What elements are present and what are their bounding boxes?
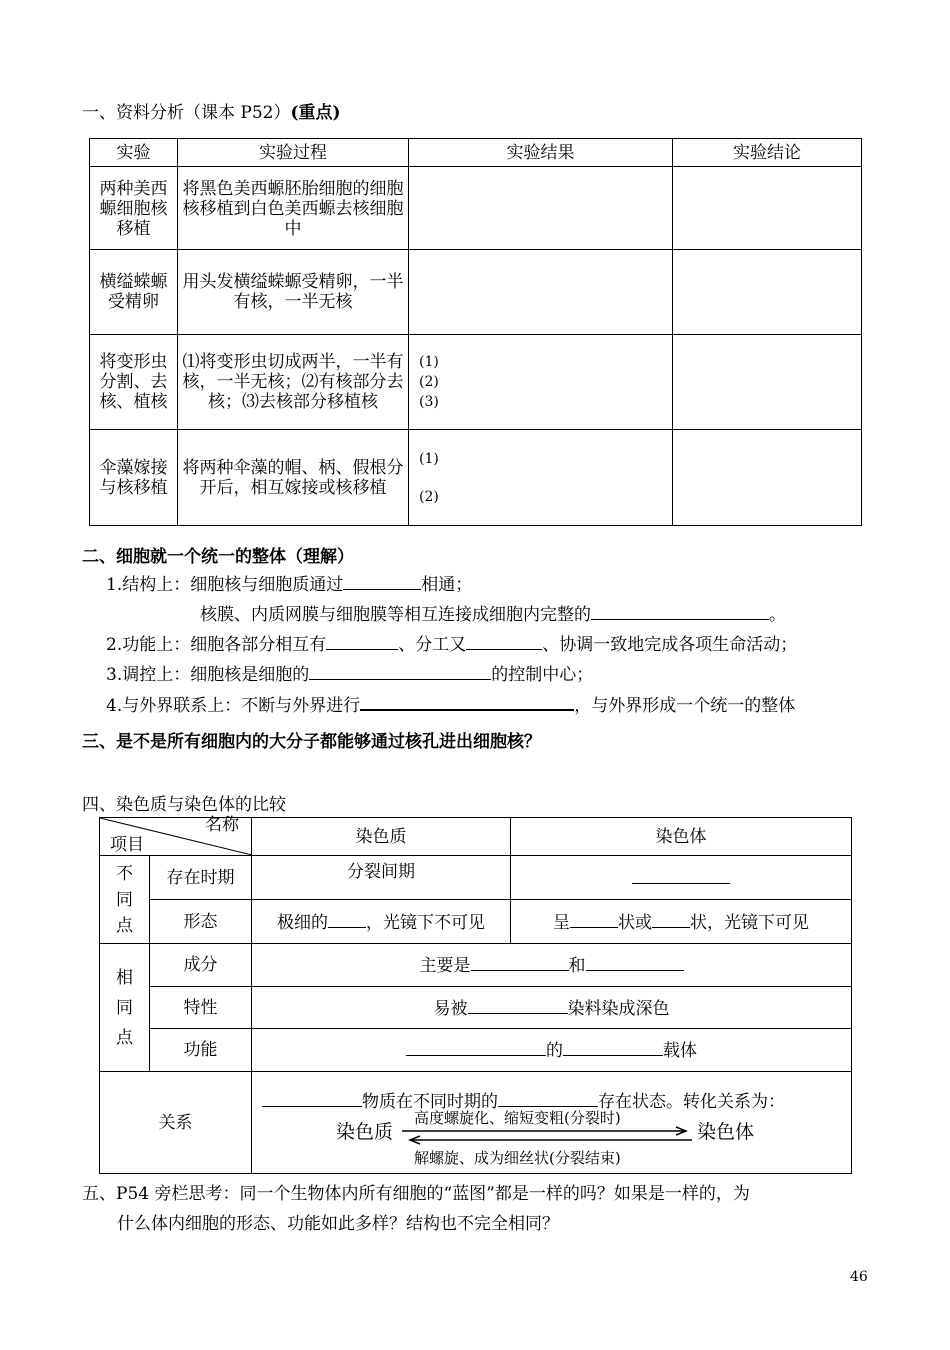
result-cell xyxy=(409,335,673,430)
conclusion-cell xyxy=(673,250,862,335)
conclusion-cell xyxy=(673,167,862,250)
item-text: 2.功能上：细胞各部分相互有 xyxy=(106,635,327,655)
answer-blank[interactable] xyxy=(471,954,569,971)
conversion-diagram xyxy=(252,1109,851,1170)
cell-text: 的 xyxy=(546,1041,563,1061)
row-relation-label: 关系 xyxy=(100,1072,252,1174)
section5-line1: 五、P54 旁栏思考：同一个生物体内所有细胞的“蓝图”都是一样的吗？如果是一样的，为 xyxy=(82,1184,750,1204)
item-text: ，与外界形成一个统一的整体 xyxy=(574,696,796,716)
process-cell xyxy=(178,167,409,250)
result-mark: (2) xyxy=(419,488,439,505)
item-text: 3.调控上：细胞核是细胞的 xyxy=(106,665,310,685)
row-shape xyxy=(100,900,852,944)
experiment-name: 横缢蝾螈受精卵 xyxy=(99,272,168,312)
result-mark: (2) xyxy=(419,374,439,390)
section4-title: 四、染色质与染色体的比较 xyxy=(82,795,286,815)
answer-blank[interactable] xyxy=(498,1090,598,1107)
page-number: 46 xyxy=(850,1269,868,1285)
answer-blank[interactable] xyxy=(326,633,398,650)
property-cell xyxy=(252,987,852,1029)
experiment-process: 用头发横缢蝾螈受精卵，一半有核，一半无核 xyxy=(182,272,404,312)
cell-text: 易被 xyxy=(433,998,468,1019)
row-property xyxy=(100,987,852,1029)
arrow-top-label: 高度螺旋化、缩短变粗(分裂时) xyxy=(414,1109,621,1127)
experiment-process: 将两种伞藻的帽、柄、假根分开后，相互嫁接或核移植 xyxy=(182,457,404,498)
item-text: 相通； xyxy=(421,575,473,595)
header-name-label: 名称 xyxy=(205,815,239,835)
cell-text: 和 xyxy=(568,956,586,976)
row-relation xyxy=(100,1072,852,1174)
section1-title-text: 一、资料分析（课本 P52） xyxy=(82,103,291,123)
cell-text: 存在状态。转化关系为： xyxy=(598,1092,785,1112)
result-mark: (1) xyxy=(419,354,439,370)
conclusion-cell xyxy=(673,430,862,526)
answer-blank[interactable] xyxy=(591,603,769,620)
row-function-label: 功能 xyxy=(150,1029,252,1072)
cell-text: 极细的 xyxy=(277,912,328,933)
relation-cell xyxy=(252,1072,852,1174)
section1-title xyxy=(82,102,341,124)
header-experiment: 实验 xyxy=(90,139,178,167)
answer-blank[interactable] xyxy=(570,911,618,928)
arrow-right-label: 染色体 xyxy=(697,1121,755,1143)
experiment-table xyxy=(89,138,862,526)
process-cell xyxy=(178,250,409,335)
arrow-left-label: 染色质 xyxy=(336,1121,394,1143)
header-item-label: 项目 xyxy=(110,835,144,855)
result-marks xyxy=(409,449,672,507)
experiment-cell xyxy=(90,430,178,526)
section2-item-1 xyxy=(106,573,472,596)
same-label-cell xyxy=(100,944,150,1072)
answer-blank[interactable] xyxy=(360,693,574,711)
item-text: 、协调一致地完成各项生命活动； xyxy=(542,635,798,655)
cell-text: 状，光镜下可见 xyxy=(690,912,809,933)
shape-chromatin-cell xyxy=(252,900,511,944)
experiment-process: ⑴将变形虫切成两半，一半有核，一半无核；⑵有核部分去核；⑶去核部分移植核 xyxy=(182,352,404,412)
answer-blank[interactable] xyxy=(343,573,421,590)
answer-blank[interactable] xyxy=(328,911,366,928)
process-cell xyxy=(178,430,409,526)
result-cell xyxy=(409,167,673,250)
answer-blank[interactable] xyxy=(652,911,690,928)
section3-title: 三、是不是所有细胞内的大分子都能够通过核孔进出细胞核？ xyxy=(82,732,541,752)
diff-label: 不同点 xyxy=(115,863,133,936)
process-cell xyxy=(178,335,409,430)
double-arrow-icon xyxy=(400,1126,696,1146)
answer-blank[interactable] xyxy=(563,1039,663,1056)
cell-text: 载体 xyxy=(663,1041,697,1061)
experiment-cell xyxy=(90,167,178,250)
diagonal-header xyxy=(100,815,251,855)
same-label: 相同点 xyxy=(115,967,133,1048)
item-text: 核膜、内质网膜与细胞膜等相互连接成细胞内完整的 xyxy=(200,605,591,625)
relation-text xyxy=(252,1072,851,1112)
answer-blank[interactable] xyxy=(466,633,542,650)
col-chromatin: 染色质 xyxy=(252,818,511,856)
result-mark: (3) xyxy=(419,394,439,410)
conclusion-cell xyxy=(673,335,862,430)
experiment-name: 两种美西螈细胞核移植 xyxy=(99,179,168,239)
row-component xyxy=(100,944,852,987)
experiment-table-header xyxy=(90,139,862,167)
item-text: 4.与外界联系上：不断与外界进行 xyxy=(106,696,361,716)
item-text: 。 xyxy=(769,605,786,625)
row-period-label: 存在时期 xyxy=(150,856,252,900)
cell-text: 状或 xyxy=(618,912,652,933)
cell-text: 物质在不同时期的 xyxy=(362,1092,498,1112)
function-cell xyxy=(252,1029,852,1072)
section2-item-2 xyxy=(106,633,797,656)
experiment-cell xyxy=(90,335,178,430)
table-row xyxy=(90,335,862,430)
table-row xyxy=(90,430,862,526)
experiment-name: 将变形虫分割、去核、植核 xyxy=(99,352,168,412)
period-chromosome-cell xyxy=(511,856,852,900)
shape-chromosome-cell xyxy=(511,900,852,944)
header-process: 实验过程 xyxy=(178,139,409,167)
result-mark: (1) xyxy=(419,450,439,467)
section5-line2: 什么体内细胞的形态、功能如此多样？结构也不完全相同？ xyxy=(117,1214,559,1234)
cell-text: 染料染成深色 xyxy=(567,998,670,1019)
header-conclusion: 实验结论 xyxy=(673,139,862,167)
answer-blank[interactable] xyxy=(406,1039,546,1056)
section2-item-1b xyxy=(200,603,786,626)
cell-text: ，光镜下不可见 xyxy=(366,912,485,933)
diagonal-header-cell xyxy=(100,815,252,856)
table-row xyxy=(90,167,862,250)
period-chromatin: 分裂间期 xyxy=(252,856,511,900)
section2-title: 二、细胞就一个统一的整体（理解） xyxy=(82,547,354,567)
cell-text: 呈 xyxy=(553,912,570,933)
row-property-label: 特性 xyxy=(150,987,252,1029)
answer-blank[interactable] xyxy=(632,867,730,884)
result-marks xyxy=(409,352,672,412)
item-text: 的控制中心； xyxy=(491,665,594,685)
arrow-bottom-label: 解螺旋、成为细丝状(分裂结束) xyxy=(414,1149,621,1167)
cell-text: 主要是 xyxy=(419,956,471,976)
section1-title-bold: (重点) xyxy=(290,103,341,123)
item-text: 、分工又 xyxy=(398,635,467,655)
row-function xyxy=(100,1029,852,1072)
experiment-process: 将黑色美西螈胚胎细胞的细胞核移植到白色美西螈去核细胞中 xyxy=(182,179,404,239)
experiment-cell xyxy=(90,250,178,335)
component-cell xyxy=(252,944,852,987)
row-component-label: 成分 xyxy=(150,944,252,987)
row-period xyxy=(100,856,852,900)
diff-label-cell xyxy=(100,856,150,944)
result-cell xyxy=(409,250,673,335)
section2-item-4 xyxy=(106,693,795,717)
header-result: 实验结果 xyxy=(409,139,673,167)
table-row xyxy=(90,250,862,335)
row-shape-label: 形态 xyxy=(150,900,252,944)
experiment-name: 伞藻嫁接与核移植 xyxy=(99,457,168,498)
section2-item-3 xyxy=(106,663,593,686)
answer-blank[interactable] xyxy=(586,954,684,971)
answer-blank[interactable] xyxy=(468,997,568,1014)
answer-blank[interactable] xyxy=(262,1090,362,1107)
answer-blank[interactable] xyxy=(309,663,491,680)
comparison-header xyxy=(100,818,852,856)
result-cell xyxy=(409,430,673,526)
item-text: 1.结构上：细胞核与细胞质通过 xyxy=(106,575,344,595)
chromatin-comparison-table xyxy=(99,817,852,1174)
col-chromosome: 染色体 xyxy=(511,818,852,856)
